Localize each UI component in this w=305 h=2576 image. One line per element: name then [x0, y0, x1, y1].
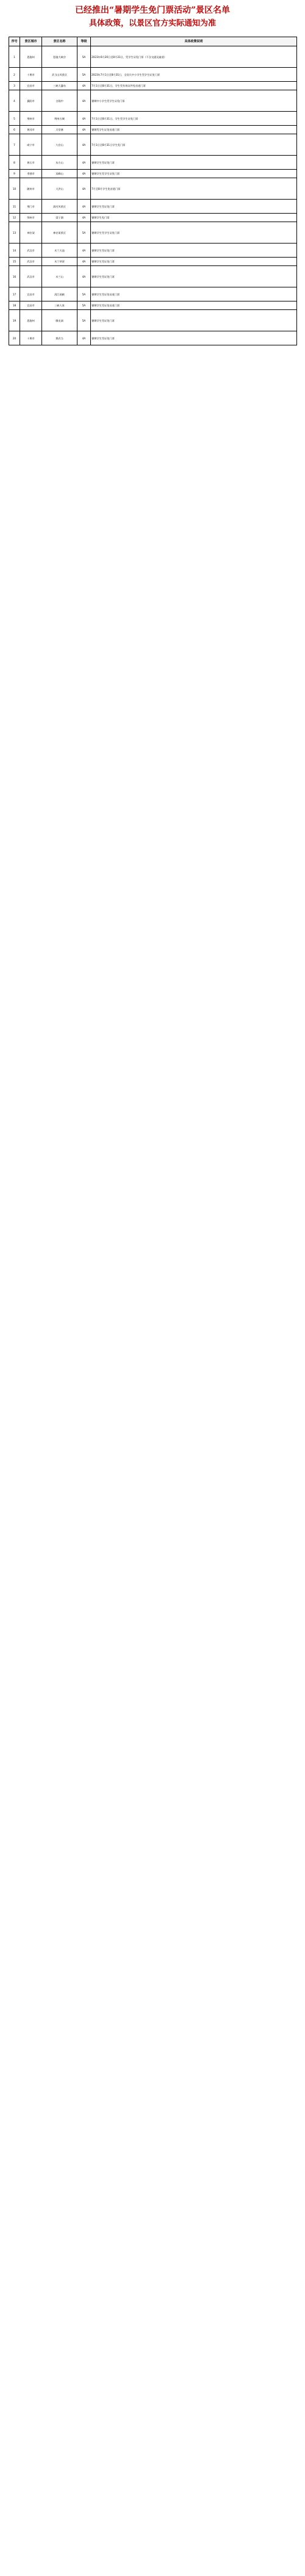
table-row [9, 214, 297, 222]
cell-index: 16 [9, 266, 20, 287]
cell-level: 4A [77, 266, 91, 287]
cell-index: 18 [9, 301, 20, 310]
page-subtitle: 具体政策，以景区官方实际通知为准 [88, 19, 216, 28]
cell-note: 暑期中小学生凭学生证免门票 [91, 90, 297, 112]
cell-index: 6 [9, 126, 20, 134]
cell-city: 荆门市 [20, 200, 42, 214]
cell-city: 十堰市 [20, 68, 42, 82]
cell-name: 神农架景区 [42, 222, 77, 244]
cell-index: 1 [9, 46, 20, 68]
cell-city: 荆州市 [20, 112, 42, 126]
cell-note: 暑期学生凭证免首道门票 [91, 287, 297, 301]
cell-index: 4 [9, 90, 20, 112]
cell-level: 4A [77, 82, 91, 90]
cell-level: 4A [77, 90, 91, 112]
cell-name: 天堂寨 [42, 126, 77, 134]
cell-name: 三峡人家 [42, 301, 77, 310]
cell-name: 赛武当 [42, 331, 77, 345]
cell-name: 三峡大瀑布 [42, 82, 77, 90]
cell-level: 5A [77, 301, 91, 310]
scenic-spot-table [9, 37, 297, 345]
cell-name: 双峰山 [42, 170, 77, 178]
cell-name: 梁子湖 [42, 214, 77, 222]
cell-city: 宜昌市 [20, 82, 42, 90]
cell-name: 腾龙洞 [42, 310, 77, 331]
cell-level: 4A [77, 156, 91, 170]
cell-note: 暑期凭学生证免首道门票 [91, 126, 297, 134]
cell-name: 荆州古城 [42, 112, 77, 126]
cell-city: 鄂州市 [20, 214, 42, 222]
cell-note: 暑期学生凭证免门票 [91, 266, 297, 287]
table-row [9, 301, 297, 310]
cell-level: 5A [77, 46, 91, 68]
cell-index: 5 [9, 112, 20, 126]
table-row [9, 200, 297, 214]
cell-level: 4A [77, 126, 91, 134]
table-row [9, 258, 297, 266]
cell-level: 4A [77, 200, 91, 214]
col-header-level: 等级 [77, 37, 91, 46]
cell-note: 7月1日至8月31日，学生凭学生证免门票 [91, 112, 297, 126]
cell-name: 木兰天池 [42, 244, 77, 258]
cell-index: 14 [9, 244, 20, 258]
table-row [9, 82, 297, 90]
cell-city: 宜昌市 [20, 301, 42, 310]
cell-city: 神农架 [20, 222, 42, 244]
cell-name: 大洪山 [42, 178, 77, 200]
cell-note: 暑期学生凭证免门票 [91, 200, 297, 214]
cell-note: 7月至8月学生免首道门票 [91, 178, 297, 200]
table-body [9, 46, 297, 345]
table-row [9, 112, 297, 126]
cell-index: 17 [9, 287, 20, 301]
table-row [9, 46, 297, 68]
cell-name: 木兰草原 [42, 258, 77, 266]
cell-note: 2023年7月1日至8月31日，全国大中小学生凭学生证免门票 [91, 68, 297, 82]
cell-name: 古隆中 [42, 90, 77, 112]
cell-name: 九宫山 [42, 134, 77, 156]
cell-city: 恩施州 [20, 310, 42, 331]
table-row [9, 90, 297, 112]
cell-name: 东方山 [42, 156, 77, 170]
cell-index: 19 [9, 310, 20, 331]
col-header-name: 景区名称 [42, 37, 77, 46]
col-header-index: 序号 [9, 37, 20, 46]
table-row [9, 266, 297, 287]
cell-city: 随州市 [20, 178, 42, 200]
table-row [9, 331, 297, 345]
cell-level: 4A [77, 112, 91, 126]
cell-level: 5A [77, 68, 91, 82]
page-title: 已经推出“暑期学生免门票活动”景区名单 [74, 5, 231, 15]
cell-city: 黄冈市 [20, 126, 42, 134]
cell-index: 15 [9, 258, 20, 266]
cell-note: 2023年6月20日至8月31日，凭学生证免门票（不含交通及索道） [91, 46, 297, 68]
cell-city: 武汉市 [20, 258, 42, 266]
cell-note: 暑期学生凭证免首道门票 [91, 301, 297, 310]
cell-index: 12 [9, 214, 20, 222]
cell-level: 4A [77, 258, 91, 266]
cell-note: 7月1日至8月31日学生免门票 [91, 134, 297, 156]
cell-level: 4A [77, 178, 91, 200]
cell-city: 宜昌市 [20, 287, 42, 301]
cell-note: 暑期学生凭证免门票 [91, 310, 297, 331]
table-row [9, 222, 297, 244]
cell-level: 4A [77, 331, 91, 345]
cell-index: 10 [9, 178, 20, 200]
cell-name: 木兰山 [42, 266, 77, 287]
cell-level: 5A [77, 222, 91, 244]
cell-city: 武汉市 [20, 244, 42, 258]
cell-city: 襄阳市 [20, 90, 42, 112]
cell-index: 11 [9, 200, 20, 214]
col-header-city: 景区城市 [20, 37, 42, 46]
cell-city: 孝感市 [20, 170, 42, 178]
cell-note: 暑期学生凭证免门票 [91, 156, 297, 170]
col-header-note: 具体政策说明 [91, 37, 297, 46]
cell-note: 暑期学生免门票 [91, 214, 297, 222]
table-row [9, 126, 297, 134]
cell-index: 8 [9, 156, 20, 170]
cell-note: 暑期学生凭学生证免门票 [91, 222, 297, 244]
table-header-row [9, 37, 297, 46]
cell-index: 9 [9, 170, 20, 178]
cell-note: 暑期学生凭证免门票 [91, 244, 297, 258]
cell-note: 暑期学生凭证免门票 [91, 258, 297, 266]
cell-city: 咸宁市 [20, 134, 42, 156]
cell-index: 7 [9, 134, 20, 156]
table-row [9, 156, 297, 170]
cell-level: 5A [77, 287, 91, 301]
cell-city: 武汉市 [20, 266, 42, 287]
cell-name: 武当山风景区 [42, 68, 77, 82]
cell-name: 恩施大峡谷 [42, 46, 77, 68]
cell-level: 5A [77, 310, 91, 331]
table-row [9, 170, 297, 178]
table-row [9, 287, 297, 301]
table-row [9, 244, 297, 258]
cell-city: 恩施州 [20, 46, 42, 68]
cell-index: 2 [9, 68, 20, 82]
cell-level: 4A [77, 170, 91, 178]
cell-name: 清江画廊 [42, 287, 77, 301]
cell-index: 3 [9, 82, 20, 90]
cell-index: 20 [9, 331, 20, 345]
table-row [9, 134, 297, 156]
cell-note: 暑期学生凭学生证免门票 [91, 170, 297, 178]
cell-index: 13 [9, 222, 20, 244]
table-row [9, 310, 297, 331]
cell-note: 暑期学生凭证免门票 [91, 331, 297, 345]
cell-city: 黄石市 [20, 156, 42, 170]
table-row [9, 68, 297, 82]
cell-city: 十堰市 [20, 331, 42, 345]
table-row [9, 178, 297, 200]
cell-level: 4A [77, 134, 91, 156]
cell-name: 漳河风景区 [42, 200, 77, 214]
cell-note: 7月1日至8月31日，学生凭有效证件免首道门票 [91, 82, 297, 90]
cell-level: 4A [77, 244, 91, 258]
cell-level: 4A [77, 214, 91, 222]
